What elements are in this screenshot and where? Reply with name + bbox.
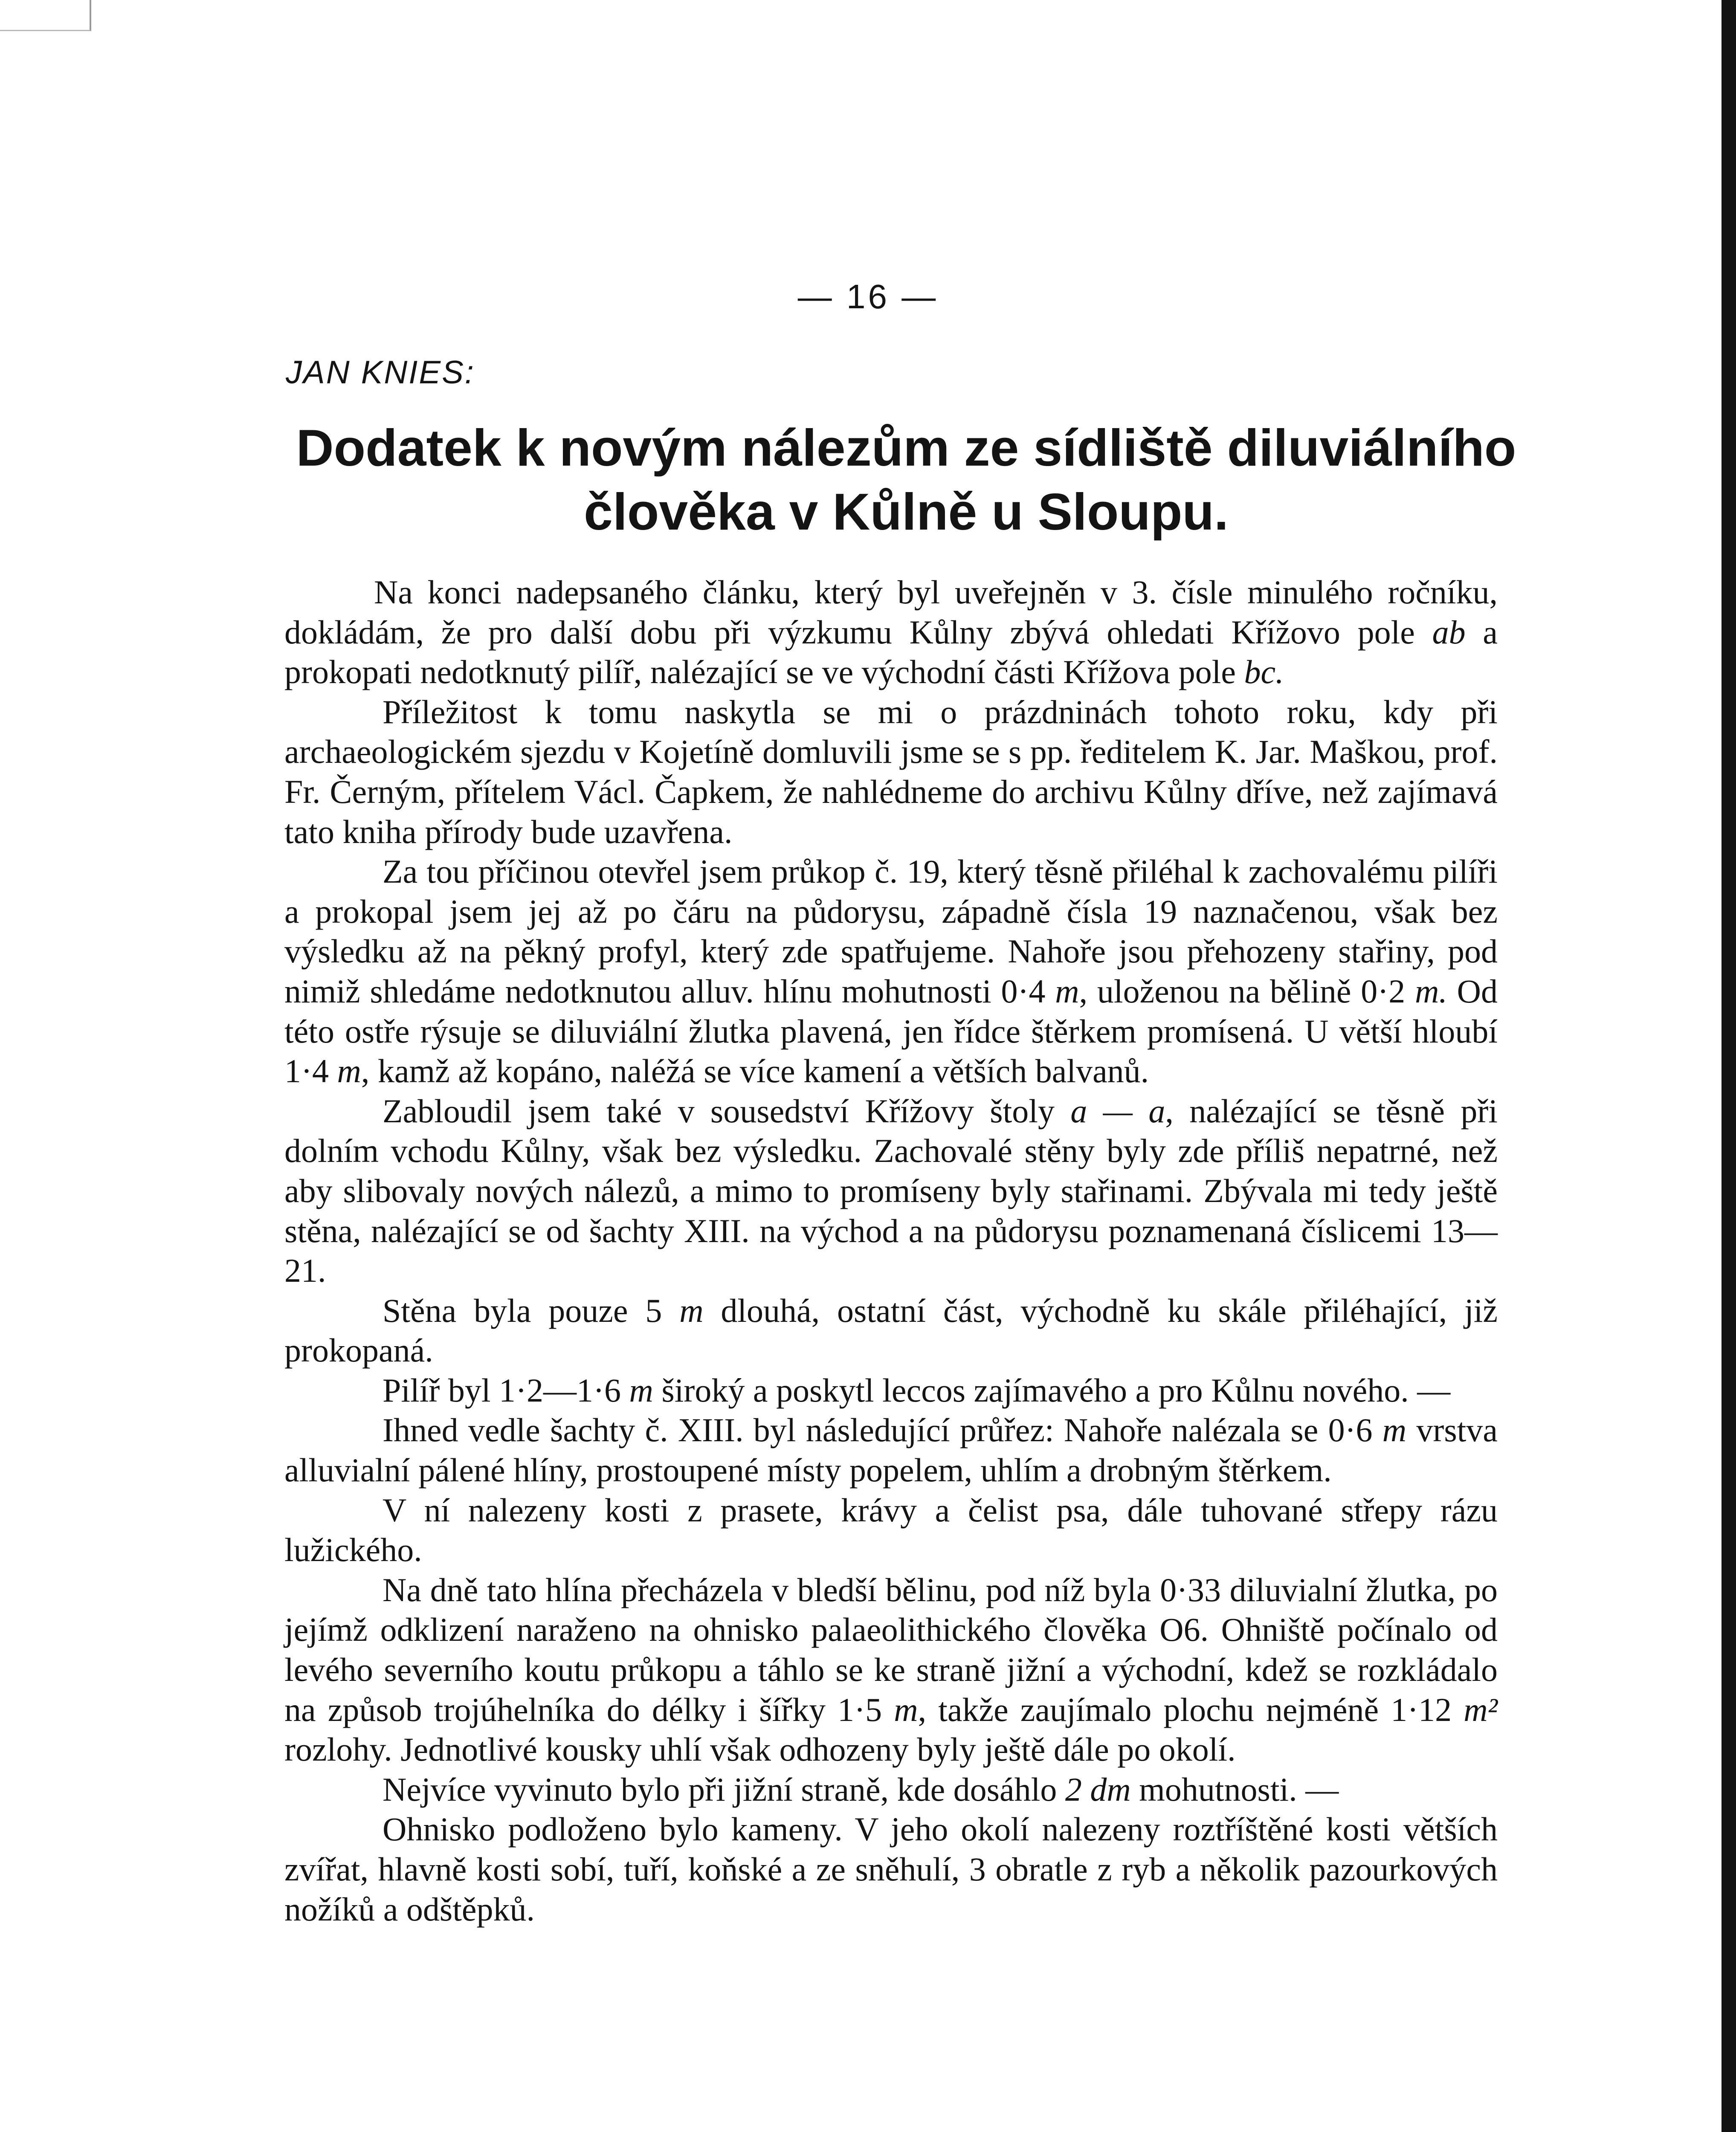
article-author: JAN KNIES: [286,354,475,391]
text-run: Ihned vedle šachty č. XIII. byl následující průřez: Nahoře nalézala se 0·6 [383,1411,1382,1449]
text-run: rozlohy. Jednotlivé kousky uhlí však odhozeny byly ještě dále po okolí. [284,1731,1236,1768]
scan-page-edge [1722,0,1736,2132]
italic-term: bc. [1244,653,1284,691]
text-run: V ní nalezeny kosti z prasete, krávy a čelist psa, dále tuhované střepy rázu lužického. [284,1491,1498,1569]
italic-term: m [629,1371,653,1409]
text-run: Od této ostře rýsuje se diluviální žlutka plavená, jen řídce štěrkem promísená. U větší hloubí 1·4 [284,972,1498,1090]
body-paragraph [284,1291,1498,1370]
text-run: a prokopati nedotknutý pilíř, nalézající se ve východní části Křížova pole [284,613,1498,691]
text-run: , uloženou na bělině 0·2 [1079,972,1415,1010]
italic-term: m [337,1052,361,1090]
text-run: Za tou příčinou otevřel jsem průkop č. 19, který těsně přiléhal k zachovalému pilíři a prokopal jsem jej až po čáru na půdorysu, západně čísla 19 naznačenou, však bez výsledku až na pěkný profyl, který zde spatřujeme. Nahoře jsou přehozeny stařiny, pod nimiž shledáme nedotknutou alluv. hlínu mohutnosti 0·4 [284,853,1498,1010]
text-run: Na dně tato hlína přecházela v bledší bělinu, pod níž byla 0·33 diluvialní žlutka, po jejímž odklizení naraženo na ohnisko palaeolithického člověka O6. Ohniště počínalo od levého severního koutu průkopu a táhlo se ke straně jižní a východní, kdež se rozkládalo na způsob trojúhelníka do délky i šířky 1·5 [284,1571,1498,1728]
text-run: Nejvíce vyvinuto bylo při jižní straně, kde dosáhlo [383,1770,1065,1808]
italic-term: m [894,1691,918,1728]
text-run: Pilíř byl 1·2—1·6 [383,1371,629,1409]
body-paragraph [284,1570,1498,1770]
text-run: , nalézající se těsně při dolním vchodu Kůlny, však bez výsledku. Zachovalé stěny byly zde příliš nepatrné, než aby slibovaly nových nálezů, a mimo to promíseny byly stařinami. Zbývala mi tedy ještě stěna, nalézající se od šachty XIII. na východ a na půdorysu poznamenaná číslicemi 13—21. [284,1092,1498,1289]
italic-term: m² [1464,1691,1498,1728]
page-number: — 16 — [797,278,939,316]
body-paragraph [284,852,1498,1091]
body-paragraph [284,1809,1498,1929]
body-paragraph [284,1091,1498,1291]
scan-corner-mark [0,0,91,31]
body-paragraph [284,1770,1498,1810]
italic-term: a — a [1070,1092,1165,1130]
italic-term: m [1382,1411,1407,1449]
body-paragraph [284,1410,1498,1490]
text-run: mohutnosti. — [1130,1770,1339,1808]
text-run: dlouhá, ostatní část, východně ku skále přiléhající, již prokopaná. [284,1292,1498,1369]
italic-term: m. [1415,972,1447,1010]
text-run: Na konci nadepsaného článku, který byl uveřejněn v 3. čísle minulého ročníku, dokládám, že pro další dobu při výzkumu Kůlny zbývá ohledati Křížovo pole [284,574,1498,651]
text-run: Zabloudil jsem také v sousedství Křížovy štoly [383,1092,1071,1130]
body-paragraph [284,1490,1498,1570]
article-title: Dodatek k novým nálezům ze sídliště diluviálního člověka v Kůlně u Sloupu. [296,419,1516,541]
text-run: vrstva alluvialní pálené hlíny, prostoupené místy popelem, uhlím a drobným štěrkem. [284,1411,1498,1489]
italic-term: 2 dm [1065,1770,1131,1808]
article-body [284,572,1498,1929]
italic-term: m [1055,972,1079,1010]
body-paragraph [284,1370,1498,1411]
text-run: Ohnisko podloženo bylo kameny. V jeho okolí nalezeny roztříštěné kosti větších zvířat, hlavně kosti sobí, tuří, koňské a ze sněhulí, 3 obratle z ryb a několik pazourkových nožíků a odštěpků. [284,1810,1498,1928]
italic-term: ab [1432,613,1466,651]
text-run: , kamž až kopáno, naléžá se více kamení a větších balvanů. [361,1052,1149,1090]
text-run: Příležitost k tomu naskytla se mi o prázdninách tohoto roku, kdy při archaeologickém sjezdu v Kojetíně domluvili jsme se s pp. ředitelem K. Jar. Maškou, prof. Fr. Černým, přítelem Václ. Čapkem, že nahlédneme do archivu Kůlny dříve, než zajímavá tato kniha přírody bude uzavřena. [284,693,1498,850]
body-paragraph [284,692,1498,852]
text-run: Stěna byla pouze 5 [383,1292,680,1329]
text-run: , takže zaujímalo plochu nejméně 1·12 [918,1691,1464,1728]
body-paragraph [284,572,1498,692]
italic-term: m [679,1292,704,1329]
text-run: široký a poskytl leccos zajímavého a pro Kůlnu nového. — [653,1371,1451,1409]
